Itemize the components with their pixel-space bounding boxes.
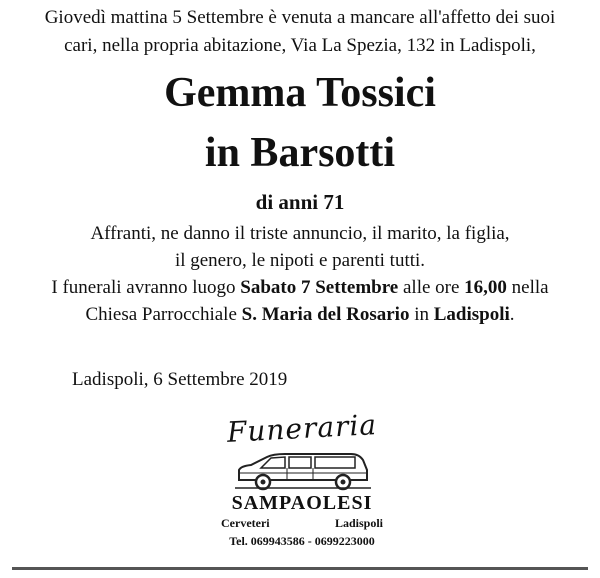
church-name: S. Maria del Rosario (241, 304, 410, 325)
deceased-name: Gemma Tossici (164, 70, 436, 116)
logo-script-text: Funeraria (226, 408, 378, 449)
logo-company-name: SAMPAOLESI (231, 492, 373, 514)
age-line: di anni 71 (255, 190, 345, 214)
body-line-3-text: I funerali avranno luogo (51, 277, 241, 298)
hearse-icon (233, 446, 373, 492)
logo-towns (221, 516, 383, 531)
logo-phone: Tel. 069943586 - 0699223000 (229, 534, 375, 548)
funeral-time: 16,00 (464, 277, 507, 298)
funeral-home-logo (211, 402, 393, 562)
intro-text (0, 4, 600, 60)
body-line-4 (0, 301, 600, 328)
announcement-body (0, 220, 600, 328)
body-line-3-end: nella (506, 277, 549, 298)
body-line-2: il genero, le nipoti e parenti tutti. (174, 250, 426, 271)
body-line-3-mid: alle ore (398, 277, 465, 298)
funeral-day: Sabato 7 Settembre (240, 277, 399, 298)
bottom-divider (12, 567, 588, 570)
intro-line-2: cari, nella propria abitazione, Via La Spezia, 132 in Ladispoli, (64, 35, 536, 56)
funeral-town: Ladispoli (433, 304, 510, 325)
logo-town-left: Cerveteri (221, 516, 270, 530)
deceased-married-name: in Barsotti (204, 130, 396, 176)
logo-town-right: Ladispoli (334, 516, 383, 530)
body-line-4-mid: in (409, 304, 434, 325)
intro-line-1: Giovedì mattina 5 Settembre è venuta a mancare all'affetto dei suoi (44, 7, 556, 28)
body-line-1: Affranti, ne danno il triste annuncio, il marito, la figlia, (90, 223, 510, 244)
body-line-3 (0, 274, 600, 301)
dateline: Ladispoli, 6 Settembre 2019 (72, 369, 288, 390)
body-line-4-text: Chiesa Parrocchiale (85, 304, 242, 325)
body-line-4-end: . (509, 304, 515, 325)
